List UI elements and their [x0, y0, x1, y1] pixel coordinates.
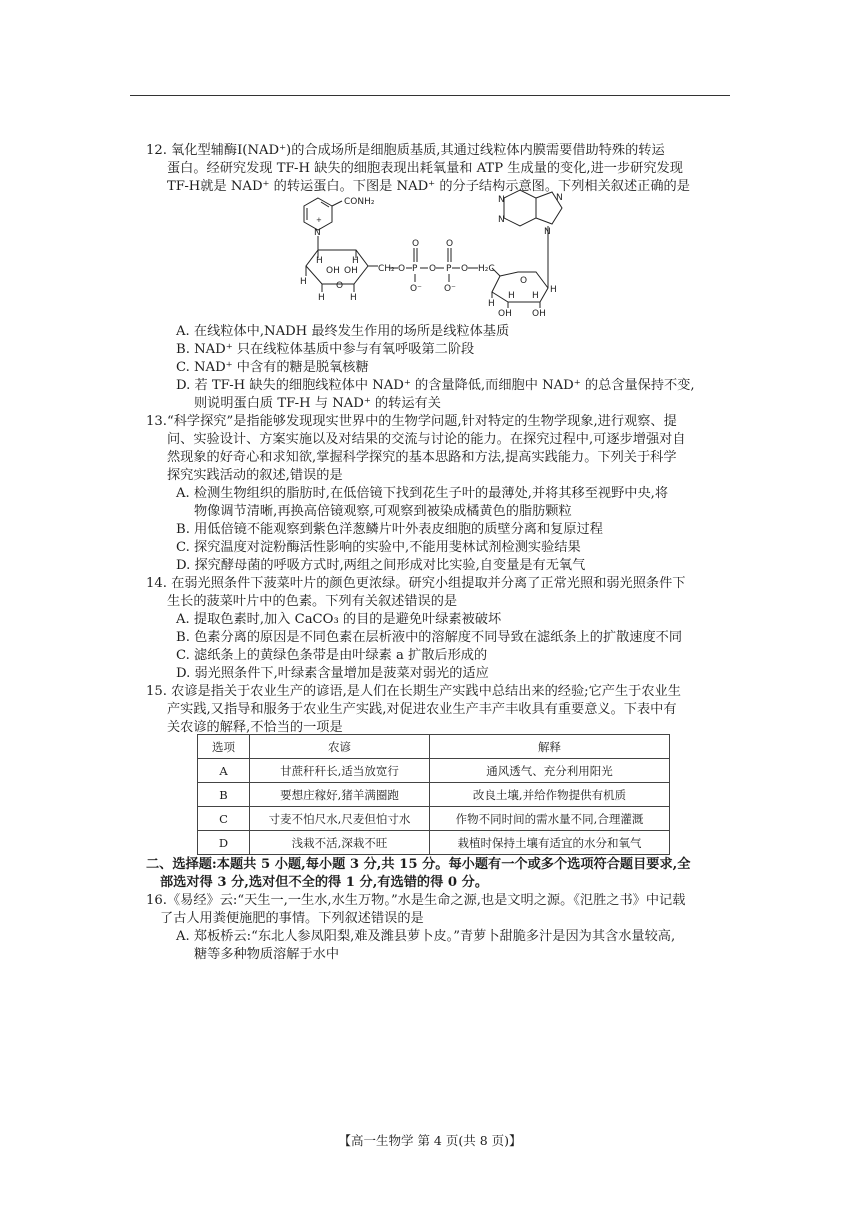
table-cell: 甘蔗秆秆长,适当放宽行 [250, 759, 430, 783]
q14-option-d: D. 弱光照条件下,叶绿素含量增加是菠菜对弱光的适应 [176, 666, 489, 681]
nplus-label: N [314, 228, 321, 238]
plus-label: + [316, 216, 322, 224]
ominus-label-2: O⁻ [444, 284, 456, 294]
q14-stem-line-2: 生长的菠菜叶片中的色素。下列有关叙述错误的是 [167, 594, 458, 609]
q14-option-b: B. 色素分离的原因是不同色素在层析液中的溶解度不同导致在滤纸条上的扩散速度不同 [176, 630, 683, 645]
table-header-cell: 解释 [430, 735, 670, 759]
q12-stem-line-2: 蛋白。经研究发现 TF-H 缺失的细胞表现出耗氧量和 ATP 生成量的变化,进一步研究发现 [167, 161, 683, 176]
nongyan-table [197, 734, 670, 855]
q12-option-b: B. NAD⁺ 只在线粒体基质中参与有氧呼吸第二阶段 [176, 342, 475, 357]
table-row [198, 759, 670, 783]
table-cell: 寸麦不怕尺水,尺麦但怕寸水 [250, 807, 430, 831]
table-header-cell: 农谚 [250, 735, 430, 759]
q13-option-d: D. 探究酵母菌的呼吸方式时,两组之间形成对比实验,自变量是有无氧气 [176, 558, 586, 573]
n-label-1: N [498, 195, 505, 205]
h-label-1: H [300, 277, 307, 287]
o-label-3: O [429, 264, 437, 274]
q13-option-b: B. 用低倍镜不能观察到紫色洋葱鳞片叶外表皮细胞的质壁分离和复原过程 [176, 522, 603, 537]
table-row [198, 783, 670, 807]
h-label-3: H [352, 256, 359, 266]
h-label-6: H [488, 299, 495, 309]
q16-stem-line-1: 16.《易经》云:“天生一,一生水,水生万物。”水是生命之源,也是文明之源。《氾胜之书》中记载 [146, 893, 686, 908]
o-label-4: O [446, 239, 454, 249]
table-row [198, 807, 670, 831]
h-label-9: H [550, 285, 557, 295]
o-label-5: O [461, 264, 469, 274]
h-label-5: H [350, 293, 357, 303]
n-label-2: N [498, 215, 505, 225]
table-header-row [198, 735, 670, 759]
q14-stem-line-1: 14. 在弱光照条件下菠菜叶片的颜色更浓绿。研究小组提取并分离了正常光照和弱光照条件下 [146, 576, 686, 591]
q14-option-a: A. 提取色素时,加入 CaCO₃ 的目的是避免叶绿素被破坏 [176, 612, 502, 627]
conh2-label: CONH₂ [344, 197, 375, 207]
q16-option-a-line-1: A. 郑板桥云:“东北人参凤阳梨,难及潍县萝卜皮。”青萝卜甜脆多汁是因为其含水量较高, [176, 929, 676, 944]
q13-stem-line-3: 然现象的好奇心和求知欲,掌握科学探究的基本思路和方法,提高实践能力。下列关于科学 [167, 450, 677, 465]
h-label-4: H [318, 293, 325, 303]
q15-stem-line-2: 产实践,又指导和服务于农业生产实践,对促进农业生产丰产丰收具有重要意义。下表中有 [167, 702, 677, 717]
q13-stem-line-1: 13.“科学探究”是指能够发现现实世界中的生物学问题,针对特定的生物学现象,进行观察、提 [146, 414, 677, 429]
table-cell: 作物不同时间的需水量不同,合理灌溉 [430, 807, 670, 831]
h-label-7: H [508, 291, 515, 301]
q15-stem-line-1: 15. 农谚是指关于农业生产的谚语,是人们在长期生产实践中总结出来的经验;它产生于农业生 [146, 684, 681, 699]
nad-structure-diagram [286, 188, 586, 318]
p-label-2: P [446, 264, 452, 274]
h2c-label: H₂C [478, 264, 495, 274]
n-label-4: N [544, 227, 551, 237]
q12-option-c: C. NAD⁺ 中含有的糖是脱氧核糖 [176, 360, 369, 375]
ring-o-label-1: O [336, 281, 344, 291]
section2-heading-line-1: 二、选择题:本题共 5 小题,每小题 3 分,共 15 分。每小题有一个或多个选项符合题目要求,全 [146, 857, 691, 872]
o-label-1: O [398, 264, 406, 274]
n-label-3: N [556, 193, 563, 203]
pyridine-ring [304, 198, 332, 230]
o-label-2: O [412, 239, 420, 249]
table-cell: 浅栽不活,深栽不旺 [250, 831, 430, 855]
q12-option-a: A. 在线粒体中,NADH 最终发生作用的场所是线粒体基质 [176, 324, 510, 339]
table-cell: A [198, 759, 250, 783]
q13-option-a-line-1: A. 检测生物组织的脂肪时,在低倍镜下找到花生子叶的最薄处,并将其移至视野中央,将 [176, 486, 669, 501]
q12-stem-line-3: TF-H就是 NAD⁺ 的转运蛋白。下图是 NAD⁺ 的分子结构示意图。下列相关叙述正确的是 [167, 179, 690, 194]
section2-heading-line-2: 部选对得 3 分,选对但不全的得 1 分,有选错的得 0 分。 [160, 875, 489, 890]
q13-option-c: C. 探究温度对淀粉酶活性影响的实验中,不能用斐林试剂检测实验结果 [176, 540, 581, 555]
table-cell: 改良土壤,并给作物提供有机质 [430, 783, 670, 807]
table-cell: 栽植时保持土壤有适宜的水分和氧气 [430, 831, 670, 855]
oh-label-2: OH [344, 266, 358, 276]
h-label-8: H [532, 291, 539, 301]
table-header-cell: 选项 [198, 735, 250, 759]
q15-stem-line-3: 关农谚的解释,不恰当的一项是 [167, 720, 343, 735]
table-cell: D [198, 831, 250, 855]
q16-stem-line-2: 了古人用粪便施肥的事情。下列叙述错误的是 [160, 911, 424, 926]
table-cell: 通风透气、充分利用阳光 [430, 759, 670, 783]
table-row [198, 831, 670, 855]
q13-option-a-line-2: 物像调节清晰,再换高倍镜观察,可观察到被染成橘黄色的脂肪颗粒 [194, 504, 572, 519]
q12-stem-line-1: 12. 氧化型辅酶Ⅰ(NAD⁺)的合成场所是细胞质基质,其通过线粒体内膜需要借助特殊的转运 [146, 143, 665, 158]
table-cell: B [198, 783, 250, 807]
header-rule [130, 95, 730, 96]
oh-label-4: OH [532, 309, 546, 318]
table-cell: C [198, 807, 250, 831]
q12-option-d-line-2: 则说明蛋白质 TF-H 与 NAD⁺ 的转运有关 [194, 396, 441, 411]
ch2-label: CH₂ [378, 264, 395, 274]
q13-stem-line-2: 问、实验设计、方案实施以及对结果的交流与讨论的能力。在探究过程中,可逐步增强对自 [167, 432, 686, 447]
page-footer: 【高一生物学 第 4 页(共 8 页)】 [338, 1133, 522, 1148]
table-cell: 要想庄稼好,猪羊满圈跑 [250, 783, 430, 807]
oh-label-3: OH [498, 309, 512, 318]
q16-option-a-line-2: 糖等多种物质溶解于水中 [194, 947, 340, 962]
q13-stem-line-4: 探究实践活动的叙述,错误的是 [167, 468, 343, 483]
q12-option-d-line-1: D. 若 TF-H 缺失的细胞线粒体中 NAD⁺ 的含量降低,而细胞中 NAD⁺ 的总含量保持不变, [176, 378, 695, 393]
oh-label-1: OH [326, 266, 340, 276]
ominus-label-1: O⁻ [410, 284, 422, 294]
ring-o-label-2: O [520, 276, 528, 286]
q14-option-c: C. 滤纸条上的黄绿色条带是由叶绿素 a 扩散后形成的 [176, 648, 488, 663]
h-label-2: H [316, 256, 323, 266]
p-label-1: P [412, 264, 418, 274]
adenine-ring [504, 190, 536, 226]
